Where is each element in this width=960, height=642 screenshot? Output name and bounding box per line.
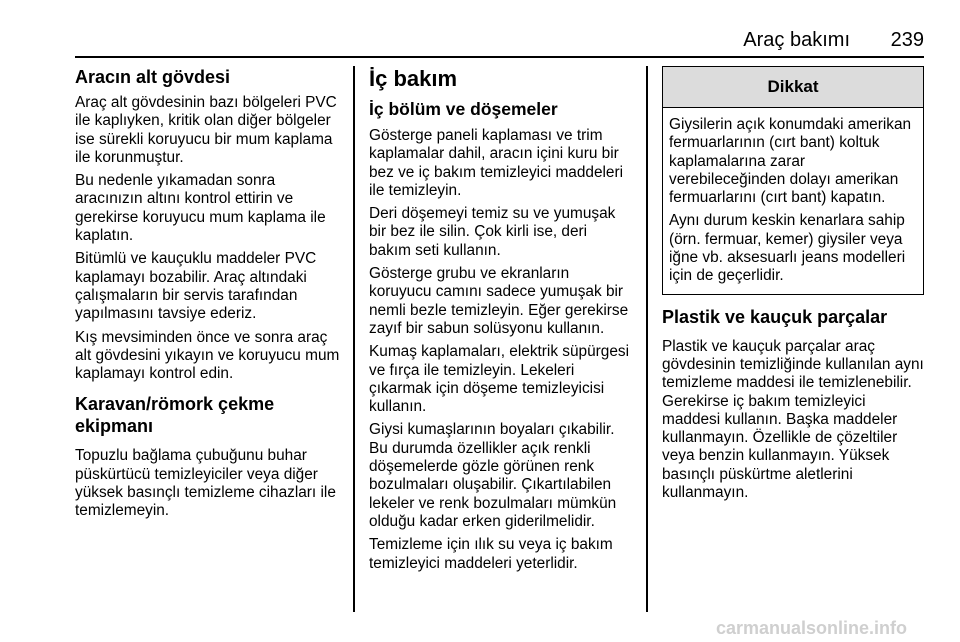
- subheading-interior-upholstery: İç bölüm ve döşemeler: [369, 99, 558, 119]
- header-rule: [75, 56, 924, 58]
- caution-paragraph: Aynı durum keskin kenarlara sahip (örn. fermuar, kemer) giysiler veya iğne vb. aksesuarlı jeans modelleri için de geçerlidir.: [669, 212, 906, 285]
- paragraph: Gösterge paneli kaplaması ve trim kaplamalar dahil, aracın içini kuru bir bez ve iç bakım temizleyici maddeleri ile temizleyin.: [369, 127, 624, 199]
- paragraph: Topuzlu bağlama çubuğunu buhar püskürtücü temizleyiciler veya diğer yüksek basınçlı temizleme cihazları ile temizlemeyin.: [75, 447, 336, 520]
- paragraph: Deri döşemeyi temiz su ve yumuşak bir bez ile silin. Çok kirli ise, deri bakım seti kullanın.: [369, 205, 616, 259]
- column-2: [369, 66, 632, 573]
- paragraph: Plastik ve kauçuk parçalar araç gövdesinin temizliğinde kullanılan aynı temizleme maddesi ile temizlenebilir. Gerekirse iç bakım temizleyici maddesi kullanın. Başka maddeler kullanmayın. Özellikle de çözeltiler veya benzin kullanmayın. Yüksek basınçlı püskürtme aletlerini kullanmayın.: [662, 337, 924, 502]
- paragraph: Araç alt gövdesinin bazı bölgeleri PVC ile kaplıyken, kritik olan diğer bölgeler ise sürekli koruyucu bir mum kaplama ile korunmuştur.: [75, 94, 337, 166]
- section-title-interior-care: İç bakım: [369, 66, 458, 91]
- page-header: [0, 0, 960, 66]
- paragraph: Kumaş kaplamaları, elektrik süpürgesi ve fırça ile temizleyin. Lekeleri çıkarmak için döşeme temizleyicisi kullanın.: [369, 343, 630, 416]
- column-divider-right: [646, 66, 648, 612]
- section-heading-underbody: Aracın alt gövdesi: [75, 67, 231, 87]
- caution-body: [663, 108, 923, 294]
- chapter-title: Araç bakımı: [743, 29, 850, 51]
- paragraph: Bu nedenle yıkamadan sonra aracınızın altını kontrol ettirin ve gerekirse koruyucu mum kaplama ile kaplatın.: [75, 172, 326, 245]
- page-number: 239: [890, 29, 924, 51]
- caution-paragraph: Giysilerin açık konumdaki amerikan fermuarlarının (cırt bant) koltuk kaplamalarına zarar verebileceğinden dolayı amerikan fermuarlarını (cırt bant) kapatın.: [669, 116, 912, 207]
- paragraph: Kış mevsiminden önce ve sonra araç alt gövdesini yıkayın ve koruyucu mum kaplamayı kontrol edin.: [75, 328, 340, 383]
- paragraph: Gösterge grubu ve ekranların koruyucu camını sadece yumuşak bir nemli bezle temizleyin. Eğer gerekirse zayıf bir sabun solüsyonu kullanın.: [369, 265, 629, 337]
- paragraph: Giysi kumaşlarının boyaları çıkabilir. Bu durumda özellikler açık renkli döşemelerde gözle görünen renk bozulmaları oluşabilir. Çıkartılabilen lekeler ve renk bozulmaları mümkün olduğu kadar erken giderilmelidir.: [369, 421, 617, 530]
- column-divider-left: [353, 66, 355, 612]
- caution-title: Dikkat: [663, 67, 923, 108]
- paragraph: Temizleme için ılık su veya iç bakım temizleyici maddeleri yeterlidir.: [369, 536, 613, 572]
- paragraph: Bitümlü ve kauçuklu maddeler PVC kaplamayı bozabilir. Araç altındaki çalışmaların bir servis tarafından yapılmasını tavsiye ederiz.: [75, 250, 317, 323]
- caution-box: [662, 66, 924, 295]
- section-heading-plastic-rubber: Plastik ve kauçuk parçalar: [662, 306, 888, 327]
- watermark: carmanualsonline.info: [716, 618, 908, 638]
- section-heading-towing: Karavan/römork çekme ekipmanı: [75, 394, 275, 437]
- column-3: [662, 66, 924, 502]
- column-1: [75, 66, 343, 521]
